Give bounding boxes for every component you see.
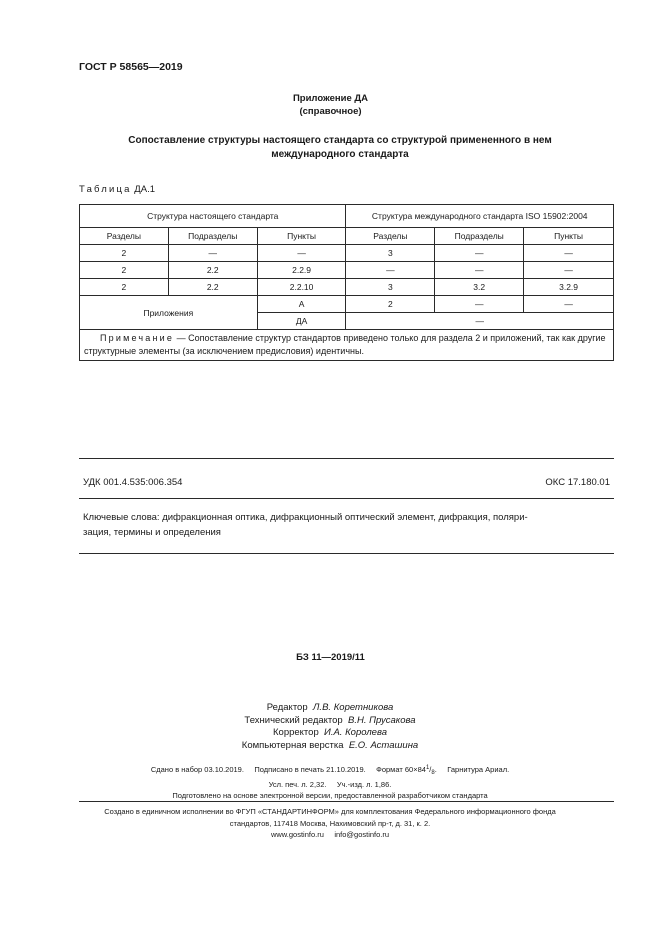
publisher-contacts	[60, 829, 600, 841]
table-cell: —	[524, 296, 614, 313]
oks-code: ОКС 17.180.01	[545, 477, 610, 488]
divider-publisher	[79, 801, 614, 802]
staff-corrector	[180, 727, 480, 740]
udk-code: УДК 001.4.535:006.354	[83, 477, 183, 488]
staff-role: Технический редактор	[244, 714, 343, 726]
table-cell: 2	[346, 296, 435, 313]
table-cell: —	[435, 262, 524, 279]
table-cell: —	[257, 245, 346, 262]
publisher-line2: стандартов, 117418 Москва, Нахимовский пр-т, д. 31, к. 2.	[229, 818, 431, 828]
table-cell: —	[524, 245, 614, 262]
format-prefix: Формат 60×84	[376, 765, 426, 774]
table-cell: А	[257, 296, 346, 313]
keywords-line1: Ключевые слова: дифракционная оптика, дифракционный оптический элемент, дифракция, поляри-	[83, 512, 528, 523]
table-row	[80, 262, 614, 279]
table-caption-id: ДА.1	[134, 184, 155, 195]
table-row	[80, 279, 614, 296]
font-info: Гарнитура Ариал.	[447, 765, 510, 774]
staff-tech-editor	[180, 715, 480, 728]
staff-role: Компьютерная верстка	[241, 739, 344, 751]
appendix-subtitle: (справочное)	[299, 106, 362, 117]
divider-bottom	[79, 553, 614, 554]
publication-line2	[60, 779, 600, 790]
column-header: Пункты	[257, 228, 346, 245]
publisher-info	[60, 806, 600, 841]
table-row-appendix-a	[80, 296, 614, 313]
column-header: Разделы	[346, 228, 435, 245]
table-cell: 3.2.9	[524, 279, 614, 296]
table-note	[80, 330, 614, 361]
staff-name: И.А. Королева	[324, 727, 387, 738]
table-row	[80, 245, 614, 262]
table-cell: 2	[80, 262, 169, 279]
sign-date: Подписано в печать 21.10.2019.	[254, 765, 366, 774]
format-num: 1	[425, 765, 430, 771]
staff-name: В.Н. Прусакова	[348, 714, 416, 726]
keywords	[83, 510, 610, 540]
print-sheets: Усл. печ. л. 2,32.	[268, 780, 327, 789]
table-group-header-row	[80, 205, 614, 228]
table-cell: —	[435, 245, 524, 262]
prepared-note: Подготовлено на основе электронной версии, предоставленной разработчиком стандарта	[172, 791, 488, 800]
column-header: Подразделы	[435, 228, 524, 245]
table-cell: 2	[80, 279, 169, 296]
staff-layout	[180, 740, 480, 753]
staff-name: Е.О. Асташина	[348, 739, 419, 751]
divider-top	[79, 458, 614, 459]
set-date: Сдано в набор 03.10.2019.	[150, 765, 244, 774]
table-cell: 2.2.9	[257, 262, 346, 279]
section-heading	[90, 134, 590, 162]
publication-info	[60, 763, 600, 801]
format-suffix: .	[434, 765, 437, 774]
publisher-email-link[interactable]: info@gostinfo.ru	[334, 830, 390, 839]
publication-line1: Сдано в набор 03.10.2019. Подписано в печать 21.10.2019. Формат $60\times 84^1/_8$. Гарнитура Ариал.	[150, 765, 510, 776]
structure-table	[79, 204, 614, 361]
bz-number: БЗ 11—2019/11	[296, 652, 365, 663]
pub-sheets: Уч.-изд. л. 1,86.	[336, 780, 392, 789]
column-header: Пункты	[524, 228, 614, 245]
table-caption-prefix: Таблица	[79, 184, 132, 195]
note-text: — Сопоставление структур стандартов приведено только для раздела 2 и приложений, так как другие структурные элементы (за исключением предисловия) идентичны.	[84, 333, 606, 356]
staff-role: Корректор	[273, 727, 319, 738]
standard-header: ГОСТ Р 58565—2019	[79, 61, 183, 73]
staff-name: Л.В. Коретникова	[312, 702, 394, 713]
staff-role: Редактор	[266, 702, 308, 713]
table-note-row	[80, 330, 614, 361]
table-cell: 2.2.10	[257, 279, 346, 296]
table-cell: 2.2	[168, 262, 257, 279]
table-cell: 3	[346, 279, 435, 296]
table-cell: —	[435, 296, 524, 313]
table-cell: 2.2	[168, 279, 257, 296]
format-den: 8	[431, 770, 435, 776]
table-cell: 3.2	[435, 279, 524, 296]
keywords-line2: зация, термины и определения	[83, 527, 221, 538]
table-cell: —	[168, 245, 257, 262]
appendix-heading	[0, 92, 661, 118]
table-cell: 2	[80, 245, 169, 262]
staff-editor	[180, 702, 480, 715]
column-header: Подразделы	[168, 228, 257, 245]
staff-list	[180, 702, 480, 752]
publisher-line1: Создано в единичном исполнении во ФГУП «СТАНДАРТИНФОРМ» для комплектования Федерального информационного фонда	[104, 807, 556, 816]
appendix-title: Приложение ДА	[292, 93, 369, 104]
table-cell: —	[346, 313, 614, 330]
group-header-iso: Структура международного стандарта ISO 15902:2004	[346, 205, 614, 228]
section-heading-line1: Сопоставление структуры настоящего стандарта со структурой примененного в нем	[128, 135, 552, 146]
appendix-label-cell: Приложения	[80, 296, 258, 330]
table-cell: —	[346, 262, 435, 279]
note-prefix: Примечание	[100, 333, 175, 343]
table-cell: —	[524, 262, 614, 279]
table-cell: 3	[346, 245, 435, 262]
divider-middle	[79, 498, 614, 499]
table-caption	[79, 184, 155, 195]
table-column-header-row	[80, 228, 614, 245]
group-header-own: Структура настоящего стандарта	[80, 205, 346, 228]
column-header: Разделы	[80, 228, 169, 245]
section-heading-line2: международного стандарта	[271, 149, 409, 160]
table-cell: ДА	[257, 313, 346, 330]
publisher-site-link[interactable]: www.gostinfo.ru	[270, 830, 324, 839]
